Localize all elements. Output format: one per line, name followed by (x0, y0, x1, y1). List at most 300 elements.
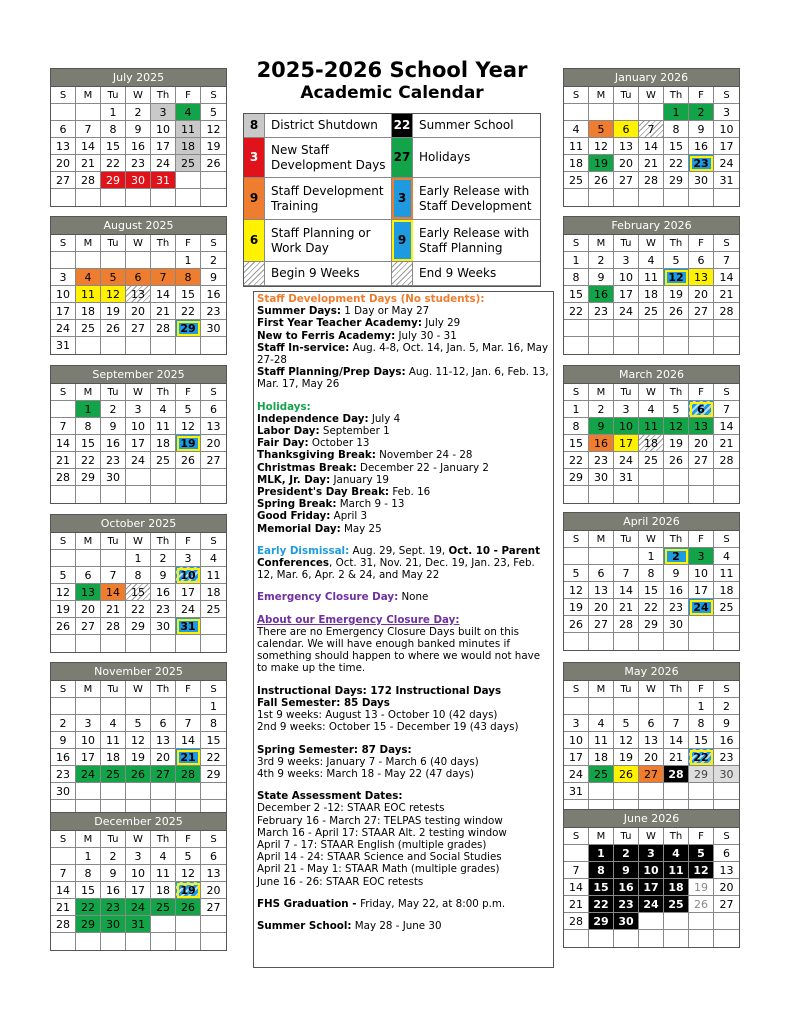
day-cell: 24 (639, 896, 664, 913)
weekday-header: M (76, 235, 101, 252)
weekday-header: W (126, 533, 151, 550)
day-cell: 17 (564, 749, 589, 766)
day-cell: 6 (151, 715, 176, 732)
empty-cell (564, 698, 589, 715)
empty-cell (664, 486, 689, 503)
day-cell: 22 (689, 749, 714, 766)
empty-cell (664, 633, 689, 650)
day-cell: 24 (614, 303, 639, 320)
day-cell: 6 (589, 565, 614, 582)
empty-cell (639, 486, 664, 503)
day-cell: 22 (639, 599, 664, 616)
day-cell: 14 (176, 732, 201, 749)
day-cell: 24 (151, 155, 176, 172)
day-cell: 29 (176, 320, 201, 337)
day-cell: 25 (639, 452, 664, 469)
day-cell: 23 (714, 749, 739, 766)
day-cell: 31 (564, 783, 589, 800)
day-cell: 15 (564, 286, 589, 303)
day-cell: 26 (664, 303, 689, 320)
month-title: May 2026 (564, 663, 739, 681)
empty-cell (151, 933, 176, 950)
empty-cell (176, 337, 201, 354)
day-cell: 11 (76, 286, 101, 303)
day-cell: 25 (639, 303, 664, 320)
day-cell: 9 (101, 418, 126, 435)
weekday-header: Th (151, 681, 176, 698)
month-may (563, 662, 740, 818)
empty-cell (201, 469, 226, 486)
weekday-header: W (639, 384, 664, 401)
day-cell: 2 (589, 401, 614, 418)
day-cell: 22 (101, 155, 126, 172)
day-cell: 4 (151, 401, 176, 418)
day-cell: 12 (51, 584, 76, 601)
weekday-header: M (589, 828, 614, 845)
day-cell: 26 (201, 155, 226, 172)
weekday-header: Th (151, 235, 176, 252)
empty-cell (564, 104, 589, 121)
empty-cell (564, 320, 589, 337)
empty-cell (51, 933, 76, 950)
day-cell: 3 (51, 269, 76, 286)
empty-cell (664, 930, 689, 947)
day-cell: 16 (589, 435, 614, 452)
day-cell: 16 (614, 879, 639, 896)
day-cell: 4 (639, 401, 664, 418)
month-title: January 2026 (564, 69, 739, 87)
day-cell: 6 (201, 401, 226, 418)
empty-cell (76, 252, 101, 269)
day-cell: 10 (76, 732, 101, 749)
day-cell: 5 (201, 104, 226, 121)
day-cell: 3 (564, 715, 589, 732)
day-cell: 13 (201, 418, 226, 435)
weekday-header: Tu (101, 533, 126, 550)
empty-cell (176, 486, 201, 503)
day-cell: 8 (76, 865, 101, 882)
day-cell: 11 (101, 732, 126, 749)
day-cell: 24 (76, 766, 101, 783)
day-cell: 23 (101, 452, 126, 469)
empty-cell (639, 930, 664, 947)
day-cell: 21 (101, 601, 126, 618)
day-cell: 22 (564, 303, 589, 320)
empty-cell (151, 189, 176, 206)
weekday-header: Th (664, 531, 689, 548)
day-cell: 31 (614, 469, 639, 486)
day-cell: 11 (639, 418, 664, 435)
day-cell: 27 (76, 618, 101, 635)
day-cell: 3 (126, 401, 151, 418)
day-cell: 17 (76, 749, 101, 766)
day-cell: 3 (689, 548, 714, 565)
weekday-header: S (714, 681, 739, 698)
day-cell: 29 (76, 469, 101, 486)
day-cell: 8 (101, 121, 126, 138)
empty-cell (689, 913, 714, 930)
day-cell: 19 (564, 599, 589, 616)
day-cell: 12 (664, 269, 689, 286)
day-cell: 7 (176, 715, 201, 732)
day-cell: 14 (76, 138, 101, 155)
weekday-header: S (564, 384, 589, 401)
day-cell: 21 (614, 599, 639, 616)
day-cell: 21 (564, 896, 589, 913)
empty-cell (176, 916, 201, 933)
day-cell: 10 (714, 121, 739, 138)
empty-cell (151, 783, 176, 800)
empty-cell (689, 320, 714, 337)
empty-cell (689, 783, 714, 800)
day-cell: 24 (126, 899, 151, 916)
empty-cell (589, 633, 614, 650)
empty-cell (664, 469, 689, 486)
day-cell: 8 (126, 567, 151, 584)
day-cell: 30 (201, 320, 226, 337)
weekday-header: Th (151, 831, 176, 848)
empty-cell (639, 337, 664, 354)
day-cell: 22 (76, 899, 101, 916)
weekday-header: Th (664, 828, 689, 845)
weekday-header: M (589, 235, 614, 252)
day-cell: 5 (564, 565, 589, 582)
day-cell: 7 (51, 865, 76, 882)
weekday-header: F (689, 828, 714, 845)
day-cell: 8 (639, 565, 664, 582)
day-cell: 28 (714, 452, 739, 469)
day-cell: 28 (664, 766, 689, 783)
day-cell: 19 (664, 435, 689, 452)
month-title: November 2025 (51, 663, 226, 681)
weekday-header: Tu (614, 828, 639, 845)
day-cell: 16 (689, 138, 714, 155)
day-cell: 25 (201, 601, 226, 618)
day-cell: 29 (689, 766, 714, 783)
empty-cell (151, 486, 176, 503)
day-cell: 7 (151, 269, 176, 286)
empty-cell (714, 486, 739, 503)
empty-cell (639, 189, 664, 206)
day-cell: 16 (201, 286, 226, 303)
empty-cell (101, 486, 126, 503)
day-cell: 8 (76, 418, 101, 435)
day-cell: 27 (51, 172, 76, 189)
day-cell: 30 (51, 783, 76, 800)
day-cell: 7 (664, 715, 689, 732)
empty-cell (176, 189, 201, 206)
day-cell: 27 (689, 303, 714, 320)
weekday-header: S (564, 87, 589, 104)
day-cell: 4 (151, 848, 176, 865)
day-cell: 18 (76, 303, 101, 320)
day-cell: 23 (664, 599, 689, 616)
month-title: March 2026 (564, 366, 739, 384)
empty-cell (714, 913, 739, 930)
weekday-header: M (589, 531, 614, 548)
day-cell: 2 (201, 252, 226, 269)
day-cell: 11 (589, 732, 614, 749)
day-cell: 9 (614, 862, 639, 879)
day-cell: 14 (639, 138, 664, 155)
day-cell: 25 (664, 896, 689, 913)
empty-cell (714, 320, 739, 337)
empty-cell (564, 930, 589, 947)
empty-cell (589, 189, 614, 206)
day-cell: 28 (151, 320, 176, 337)
day-cell: 11 (176, 121, 201, 138)
day-cell: 6 (639, 715, 664, 732)
empty-cell (564, 486, 589, 503)
day-cell: 21 (76, 155, 101, 172)
empty-cell (614, 548, 639, 565)
empty-cell (714, 633, 739, 650)
weekday-header: S (51, 235, 76, 252)
weekday-header: S (201, 384, 226, 401)
empty-cell (76, 933, 101, 950)
empty-cell (76, 486, 101, 503)
day-cell: 5 (589, 121, 614, 138)
day-cell: 30 (664, 616, 689, 633)
month-mar (563, 365, 740, 504)
month-nov (50, 662, 227, 818)
weekday-header: Th (664, 384, 689, 401)
weekday-header: W (639, 828, 664, 845)
day-cell: 16 (589, 286, 614, 303)
day-cell: 2 (664, 548, 689, 565)
day-cell: 13 (201, 865, 226, 882)
weekday-header: Th (151, 533, 176, 550)
day-cell: 25 (176, 155, 201, 172)
day-cell: 1 (201, 698, 226, 715)
day-cell: 13 (76, 584, 101, 601)
empty-cell (51, 252, 76, 269)
day-cell: 9 (126, 121, 151, 138)
day-cell: 18 (714, 582, 739, 599)
day-cell: 27 (151, 766, 176, 783)
empty-cell (101, 252, 126, 269)
day-cell: 13 (714, 862, 739, 879)
empty-cell (589, 548, 614, 565)
empty-cell (201, 916, 226, 933)
day-cell: 26 (614, 766, 639, 783)
day-cell: 20 (51, 155, 76, 172)
empty-cell (664, 337, 689, 354)
day-cell: 15 (639, 582, 664, 599)
day-cell: 15 (564, 435, 589, 452)
day-cell: 14 (151, 286, 176, 303)
weekday-header: Th (664, 235, 689, 252)
day-cell: 26 (176, 899, 201, 916)
empty-cell (126, 189, 151, 206)
day-cell: 8 (564, 418, 589, 435)
weekday-header: S (201, 235, 226, 252)
day-cell: 7 (76, 121, 101, 138)
page-subtitle: Academic Calendar (300, 83, 484, 103)
day-cell: 28 (564, 913, 589, 930)
empty-cell (664, 698, 689, 715)
weekday-header: S (564, 828, 589, 845)
day-cell: 19 (176, 882, 201, 899)
empty-cell (101, 635, 126, 652)
day-cell: 2 (151, 550, 176, 567)
empty-cell (201, 783, 226, 800)
day-cell: 3 (151, 104, 176, 121)
day-cell: 7 (714, 401, 739, 418)
day-cell: 21 (714, 286, 739, 303)
empty-cell (151, 635, 176, 652)
day-cell: 6 (126, 269, 151, 286)
empty-cell (664, 913, 689, 930)
day-cell: 17 (176, 584, 201, 601)
empty-cell (639, 633, 664, 650)
empty-cell (714, 469, 739, 486)
empty-cell (126, 337, 151, 354)
day-cell: 15 (176, 286, 201, 303)
empty-cell (639, 913, 664, 930)
empty-cell (201, 486, 226, 503)
day-cell: 20 (589, 599, 614, 616)
day-cell: 15 (101, 138, 126, 155)
empty-cell (101, 550, 126, 567)
day-cell: 30 (614, 913, 639, 930)
month-title: August 2025 (51, 217, 226, 235)
day-cell: 9 (201, 269, 226, 286)
day-cell: 7 (639, 121, 664, 138)
day-cell: 8 (201, 715, 226, 732)
empty-cell (589, 337, 614, 354)
day-cell: 25 (151, 899, 176, 916)
day-cell: 5 (664, 401, 689, 418)
empty-cell (589, 104, 614, 121)
empty-cell (101, 933, 126, 950)
day-cell: 17 (614, 286, 639, 303)
day-cell: 30 (714, 766, 739, 783)
weekday-header: S (714, 87, 739, 104)
day-cell: 25 (564, 172, 589, 189)
weekday-header: Tu (101, 235, 126, 252)
day-cell: 2 (101, 401, 126, 418)
empty-cell (51, 848, 76, 865)
day-cell: 20 (151, 749, 176, 766)
day-cell: 9 (151, 567, 176, 584)
day-cell: 15 (664, 138, 689, 155)
day-cell: 14 (614, 582, 639, 599)
legend-staff-planning: 6 Staff Planning or Work Day (244, 220, 392, 262)
day-cell: 5 (176, 401, 201, 418)
weekday-header: M (76, 384, 101, 401)
day-cell: 1 (176, 252, 201, 269)
day-cell: 3 (639, 845, 664, 862)
empty-cell (76, 698, 101, 715)
empty-cell (51, 698, 76, 715)
weekday-header: S (51, 87, 76, 104)
day-cell: 4 (714, 548, 739, 565)
day-cell: 19 (126, 749, 151, 766)
day-cell: 10 (176, 567, 201, 584)
day-cell: 24 (714, 155, 739, 172)
legend-early-release-staff-dev: 3 Early Release with Staff Development (392, 178, 540, 220)
day-cell: 17 (689, 582, 714, 599)
empty-cell (614, 189, 639, 206)
day-cell: 1 (101, 104, 126, 121)
day-cell: 2 (101, 848, 126, 865)
empty-cell (201, 635, 226, 652)
day-cell: 9 (51, 732, 76, 749)
day-cell: 27 (201, 452, 226, 469)
day-cell: 3 (714, 104, 739, 121)
day-cell: 21 (51, 899, 76, 916)
empty-cell (76, 783, 101, 800)
day-cell: 26 (51, 618, 76, 635)
empty-cell (176, 698, 201, 715)
page-title: 2025-2026 School Year (256, 58, 528, 82)
empty-cell (101, 698, 126, 715)
empty-cell (664, 189, 689, 206)
day-cell: 24 (564, 766, 589, 783)
day-cell: 1 (564, 252, 589, 269)
day-cell: 9 (101, 865, 126, 882)
day-cell: 18 (639, 435, 664, 452)
day-cell: 1 (76, 401, 101, 418)
day-cell: 7 (51, 418, 76, 435)
day-cell: 5 (176, 848, 201, 865)
day-cell: 18 (201, 584, 226, 601)
day-cell: 30 (101, 469, 126, 486)
empty-cell (201, 933, 226, 950)
day-cell: 6 (76, 567, 101, 584)
day-cell: 18 (589, 749, 614, 766)
day-cell: 3 (614, 252, 639, 269)
day-cell: 20 (76, 601, 101, 618)
day-cell: 9 (689, 121, 714, 138)
weekday-header: Th (664, 681, 689, 698)
empty-cell (201, 618, 226, 635)
empty-cell (76, 635, 101, 652)
empty-cell (614, 698, 639, 715)
weekday-header: W (126, 235, 151, 252)
day-cell: 13 (689, 269, 714, 286)
day-cell: 16 (101, 435, 126, 452)
empty-cell (176, 783, 201, 800)
day-cell: 29 (639, 616, 664, 633)
month-feb (563, 216, 740, 355)
weekday-header: Tu (614, 681, 639, 698)
day-cell: 9 (714, 715, 739, 732)
day-cell: 17 (126, 882, 151, 899)
day-cell: 10 (51, 286, 76, 303)
day-cell: 14 (51, 435, 76, 452)
empty-cell (51, 104, 76, 121)
legend-early-release-planning: 9 Early Release with Staff Planning (392, 220, 540, 262)
empty-cell (564, 845, 589, 862)
empty-cell (564, 548, 589, 565)
weekday-header: M (76, 533, 101, 550)
day-cell: 6 (201, 848, 226, 865)
day-cell: 10 (564, 732, 589, 749)
weekday-header: Tu (614, 384, 639, 401)
day-cell: 2 (689, 104, 714, 121)
day-cell: 6 (51, 121, 76, 138)
empty-cell (689, 337, 714, 354)
day-cell: 5 (101, 269, 126, 286)
month-title: April 2026 (564, 513, 739, 531)
day-cell: 22 (176, 303, 201, 320)
empty-cell (51, 635, 76, 652)
weekday-header: W (126, 87, 151, 104)
day-cell: 18 (664, 879, 689, 896)
empty-cell (51, 189, 76, 206)
